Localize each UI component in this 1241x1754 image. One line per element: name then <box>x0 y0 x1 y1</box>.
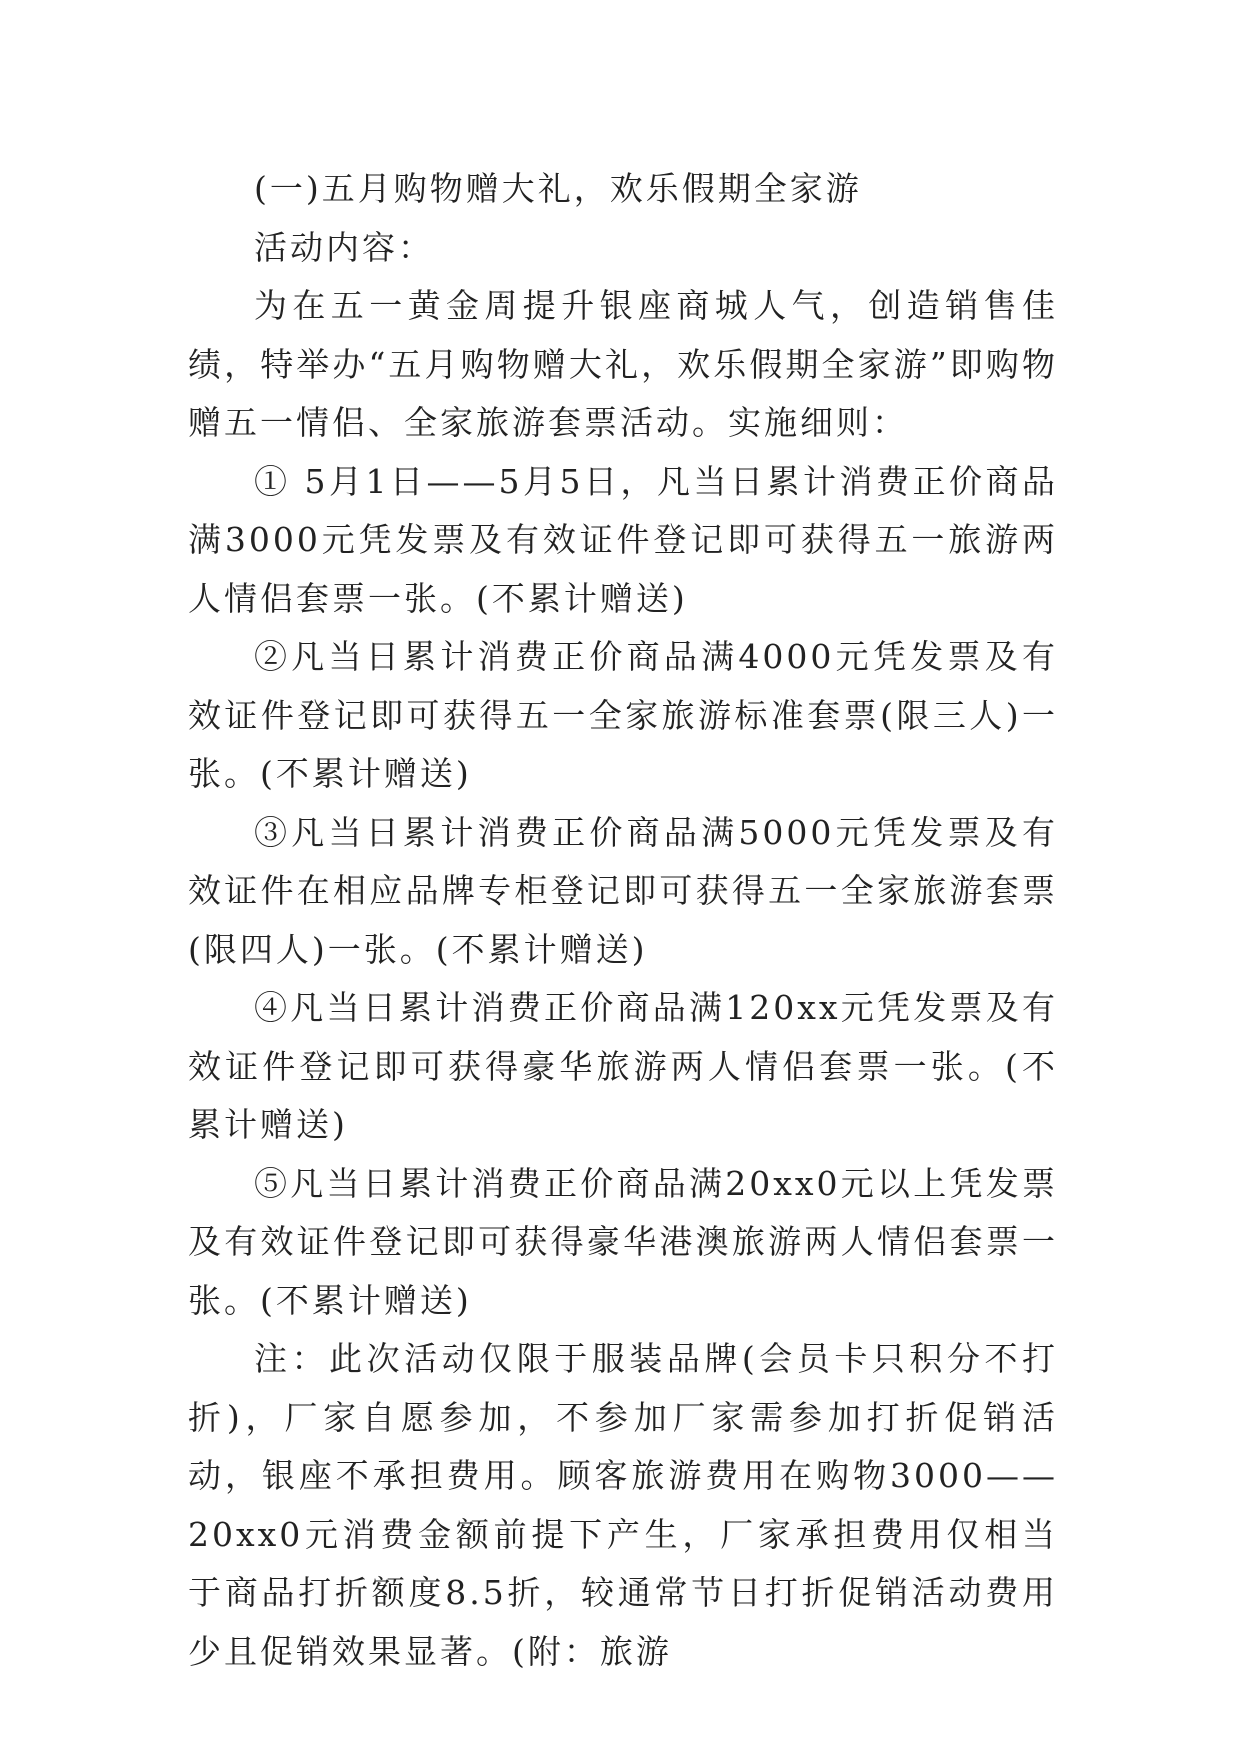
section-label: 活动内容： <box>254 227 434 267</box>
intro-paragraph: 为在五一黄金周提升银座商城人气，创造销售佳绩，特举办“五月购物赠大礼，欢乐假期全家游”即购物赠五一情侣、全家旅游套票活动。实施细则： <box>188 286 1058 442</box>
rule-item-3: ③凡当日累计消费正价商品满5000元凭发票及有效证件在相应品牌专柜登记即可获得五一全家旅游套票(限四人)一张。(不累计赠送) <box>188 812 1058 969</box>
note-paragraph: 注：此次活动仅限于服装品牌(会员卡只积分不打折)，厂家自愿参加，不参加厂家需参加打折促销活动，银座不承担费用。顾客旅游费用在购物3000——20xx0元消费金额前提下产生，厂家承担费用仅相当于商品打折额度8.5折，较通常节日打折促销活动费用少且促销效果显著。(附：旅游 <box>188 1339 1058 1671</box>
rule-item-4: ④凡当日累计消费正价商品满120xx元凭发票及有效证件登记即可获得豪华旅游两人情侣套票一张。(不累计赠送) <box>188 988 1058 1144</box>
rule-item-5: ⑤凡当日累计消费正价商品满20xx0元以上凭发票及有效证件登记即可获得豪华港澳旅游两人情侣套票一张。(不累计赠送) <box>188 1163 1058 1320</box>
document-page <box>188 160 1058 1681</box>
rule-item-2: ②凡当日累计消费正价商品满4000元凭发票及有效证件登记即可获得五一全家旅游标准套票(限三人)一张。(不累计赠送) <box>188 637 1058 793</box>
section-heading: (一)五月购物赠大礼，欢乐假期全家游 <box>254 169 862 208</box>
rule-item-1: ① 5月1日——5月5日，凡当日累计消费正价商品满3000元凭发票及有效证件登记即可获得五一旅游两人情侣套票一张。(不累计赠送) <box>188 461 1058 618</box>
